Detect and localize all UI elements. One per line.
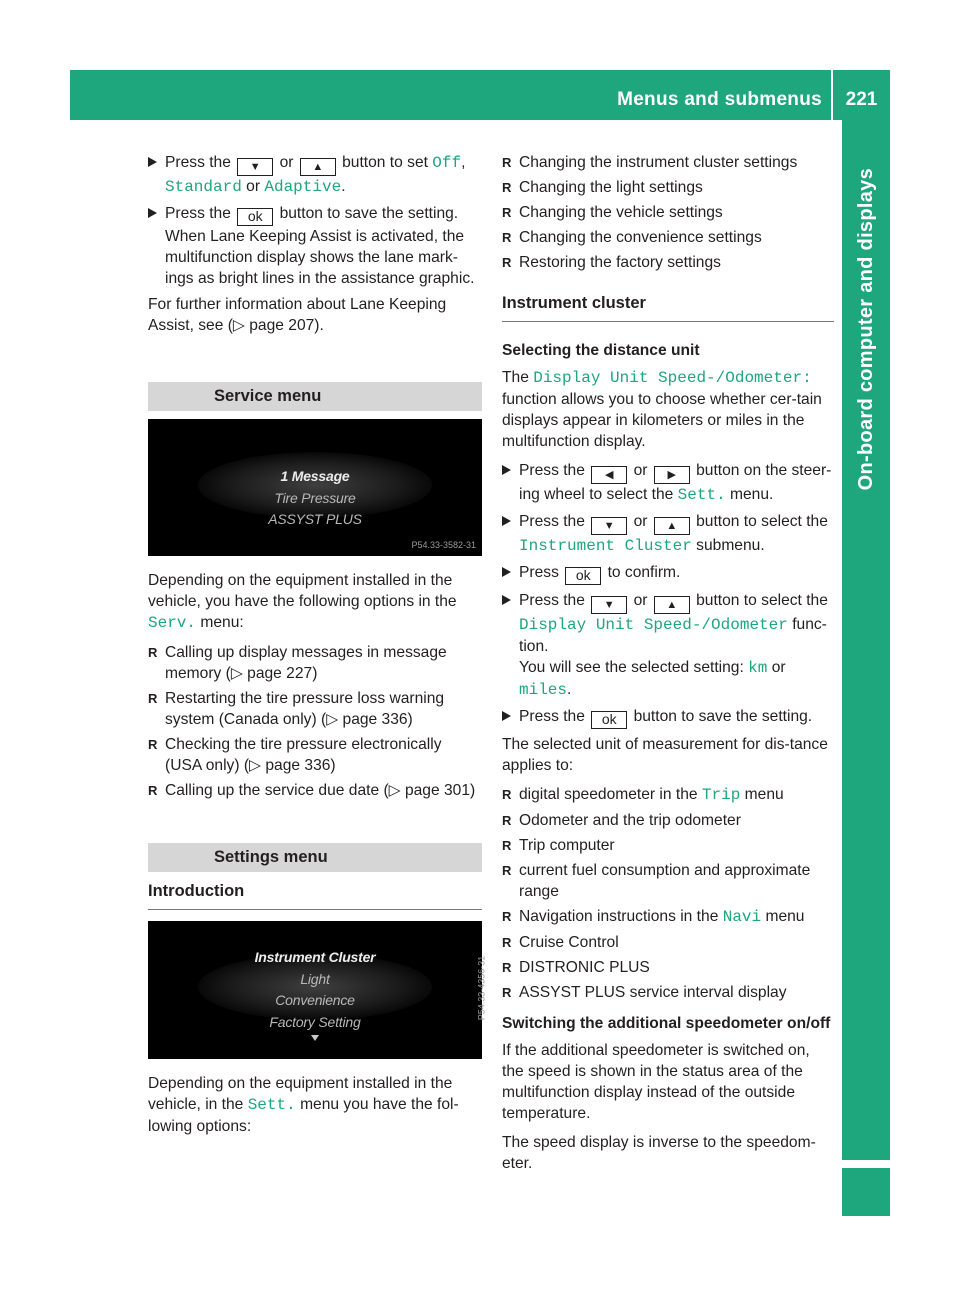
text: or <box>279 154 294 171</box>
text: . <box>341 178 346 195</box>
right-column <box>502 152 834 1182</box>
text: or <box>771 659 786 676</box>
text: The <box>502 369 529 386</box>
text: or <box>633 513 648 530</box>
introduction-heading: Introduction <box>148 880 482 910</box>
step-set-mode <box>148 152 482 198</box>
distance-unit-heading: Selecting the distance unit <box>502 342 700 359</box>
chapter-marker <box>842 1168 890 1216</box>
display-text-adaptive: Adaptive <box>264 178 342 196</box>
text: Depending on the equipment installed in the vehicle, in the <box>148 1075 453 1113</box>
additional-speedometer-heading: Switching the additional speedometer on/off <box>502 1015 831 1032</box>
step-save-setting <box>148 203 482 289</box>
left-key-icon: ◀ <box>591 466 627 484</box>
image-code: P54.33-4356-31 <box>476 955 487 1021</box>
settings-menu-screen <box>148 921 487 1059</box>
text: Press the <box>165 154 231 171</box>
text: button to save the setting. <box>633 708 813 725</box>
up-key-icon: ▲ <box>654 517 690 535</box>
settings-menu-heading: Settings menu <box>148 843 482 872</box>
text: button on the steer-ing wheel to select the <box>519 462 832 503</box>
text: menu. <box>730 486 774 503</box>
list-item: R Restoring the factory settings <box>502 252 834 273</box>
image-code: P54.33-3582-31 <box>411 540 476 550</box>
ok-key-icon: ok <box>565 567 601 585</box>
instrument-cluster-heading: Instrument cluster <box>502 292 834 322</box>
list-item <box>502 906 834 928</box>
page-number: 221 <box>845 89 878 110</box>
text: digital speedometer in the <box>519 786 698 803</box>
ok-key-icon: ok <box>591 711 627 729</box>
text: menu <box>744 786 784 803</box>
screen-line: ASSYST PLUS <box>268 511 362 527</box>
text: Press the <box>165 205 231 222</box>
display-text-instrument-cluster: Instrument Cluster <box>519 537 692 555</box>
list-item: R Odometer and the trip odometer <box>502 810 834 831</box>
text: Navigation instructions in the <box>519 908 719 925</box>
display-text-sett: Sett. <box>247 1096 296 1114</box>
list-item: R Restarting the tire pressure loss warning system (Canada only) (▷ page 336) <box>148 688 482 730</box>
list-item: R Changing the instrument cluster settings <box>502 152 834 173</box>
list-item: R Changing the convenience settings <box>502 227 834 248</box>
text: menu you have the fol-lowing options: <box>148 1096 459 1135</box>
list-item: R DISTRONIC PLUS <box>502 957 834 978</box>
text: or <box>246 178 261 195</box>
display-text-display-unit: Display Unit Speed-/Odometer: <box>533 369 812 387</box>
display-text-trip: Trip <box>701 786 741 804</box>
text: button to select the <box>696 592 828 609</box>
down-key-icon: ▼ <box>237 158 273 176</box>
service-menu-heading: Service menu <box>148 382 482 411</box>
header-title: Menus and submenus <box>617 89 822 110</box>
step-save-unit <box>502 706 834 729</box>
text: button to set <box>342 154 428 171</box>
display-text-km: km <box>748 659 768 677</box>
step-confirm <box>502 562 834 585</box>
text: submenu. <box>696 537 765 554</box>
text: Depending on the equipment installed in the vehicle, you have the following options in the <box>148 572 457 610</box>
display-text-off: Off <box>432 154 462 172</box>
down-key-icon: ▼ <box>591 517 627 535</box>
settings-intro <box>148 1073 482 1137</box>
chapter-tab <box>842 120 890 1160</box>
up-key-icon: ▲ <box>300 158 336 176</box>
list-item: R Calling up the service due date (▷ page 301) <box>148 780 482 801</box>
screen-line: Instrument Cluster <box>254 949 376 965</box>
scroll-down-icon <box>311 1035 319 1041</box>
list-item: R Trip computer <box>502 835 834 856</box>
applies-paragraph: The selected unit of measurement for dis-tance applies to: <box>502 736 828 774</box>
down-key-icon: ▼ <box>591 596 627 614</box>
display-text-serv: Serv. <box>148 614 197 632</box>
text: You will see the selected setting: <box>519 659 744 676</box>
display-text-display-unit: Display Unit Speed-/Odometer <box>519 616 788 634</box>
step-select-sett <box>502 460 834 506</box>
step-select-function <box>502 590 834 701</box>
text: menu <box>765 908 805 925</box>
text: func-tion. <box>519 616 827 655</box>
screen-line: 1 Message <box>280 468 350 484</box>
service-menu-screen <box>148 419 482 556</box>
list-item <box>502 784 834 806</box>
text: . <box>567 681 572 698</box>
list-item: R Changing the light settings <box>502 177 834 198</box>
header-bar <box>70 70 890 120</box>
screen-line: Factory Setting <box>269 1013 361 1030</box>
text: Press the <box>519 708 585 725</box>
step-select-submenu <box>502 511 834 557</box>
screen-line: Tire Pressure <box>274 489 356 506</box>
text: Press the <box>519 462 585 479</box>
chapter-tab-label: On-board computer and displays <box>855 168 877 491</box>
up-key-icon: ▲ <box>654 596 690 614</box>
screen-line: Convenience <box>275 992 355 1008</box>
display-text-sett: Sett. <box>677 486 726 504</box>
further-info-paragraph: For further information about Lane Keeping Assist, see (▷ page 207). <box>148 296 447 334</box>
list-item: R current fuel consumption and approximate range <box>502 860 834 902</box>
text: Press the <box>519 513 585 530</box>
ok-key-icon: ok <box>237 208 273 226</box>
list-item: R Calling up display messages in message memory (▷ page 227) <box>148 642 482 684</box>
display-text-miles: miles <box>519 681 568 699</box>
text: button to select the <box>696 513 828 530</box>
text: button to save the setting. When Lane Keeping Assist is activated, the multifunction display shows the lane mark-ings as bright lines in the assistance graphic. <box>165 205 475 287</box>
text: function allows you to choose whether cer-tain displays appear in kilometers or miles in the multifunction display. <box>502 391 822 450</box>
text: menu: <box>200 614 244 631</box>
text: or <box>633 592 648 609</box>
text: , <box>461 154 466 171</box>
text: Press <box>519 564 559 581</box>
list-item: R Changing the vehicle settings <box>502 202 834 223</box>
text: Press the <box>519 592 585 609</box>
right-key-icon: ▶ <box>654 466 690 484</box>
list-item: R ASSYST PLUS service interval display <box>502 982 834 1003</box>
display-text-navi: Navi <box>722 908 762 926</box>
left-column <box>148 152 487 1145</box>
distance-unit-intro <box>502 367 834 452</box>
display-text-standard: Standard <box>165 178 242 196</box>
service-intro <box>148 570 482 634</box>
text: or <box>633 462 648 479</box>
speedometer-paragraph: If the additional speedometer is switched on, the speed is shown in the status area of the multifunction display instead of the outside temperature. <box>502 1042 810 1122</box>
list-item: R Cruise Control <box>502 932 834 953</box>
speedometer-inverse-paragraph: The speed display is inverse to the speedom-eter. <box>502 1134 816 1172</box>
text: to confirm. <box>607 564 681 581</box>
screen-line: Light <box>300 970 330 987</box>
list-item: R Checking the tire pressure electronically (USA only) (▷ page 336) <box>148 734 482 776</box>
